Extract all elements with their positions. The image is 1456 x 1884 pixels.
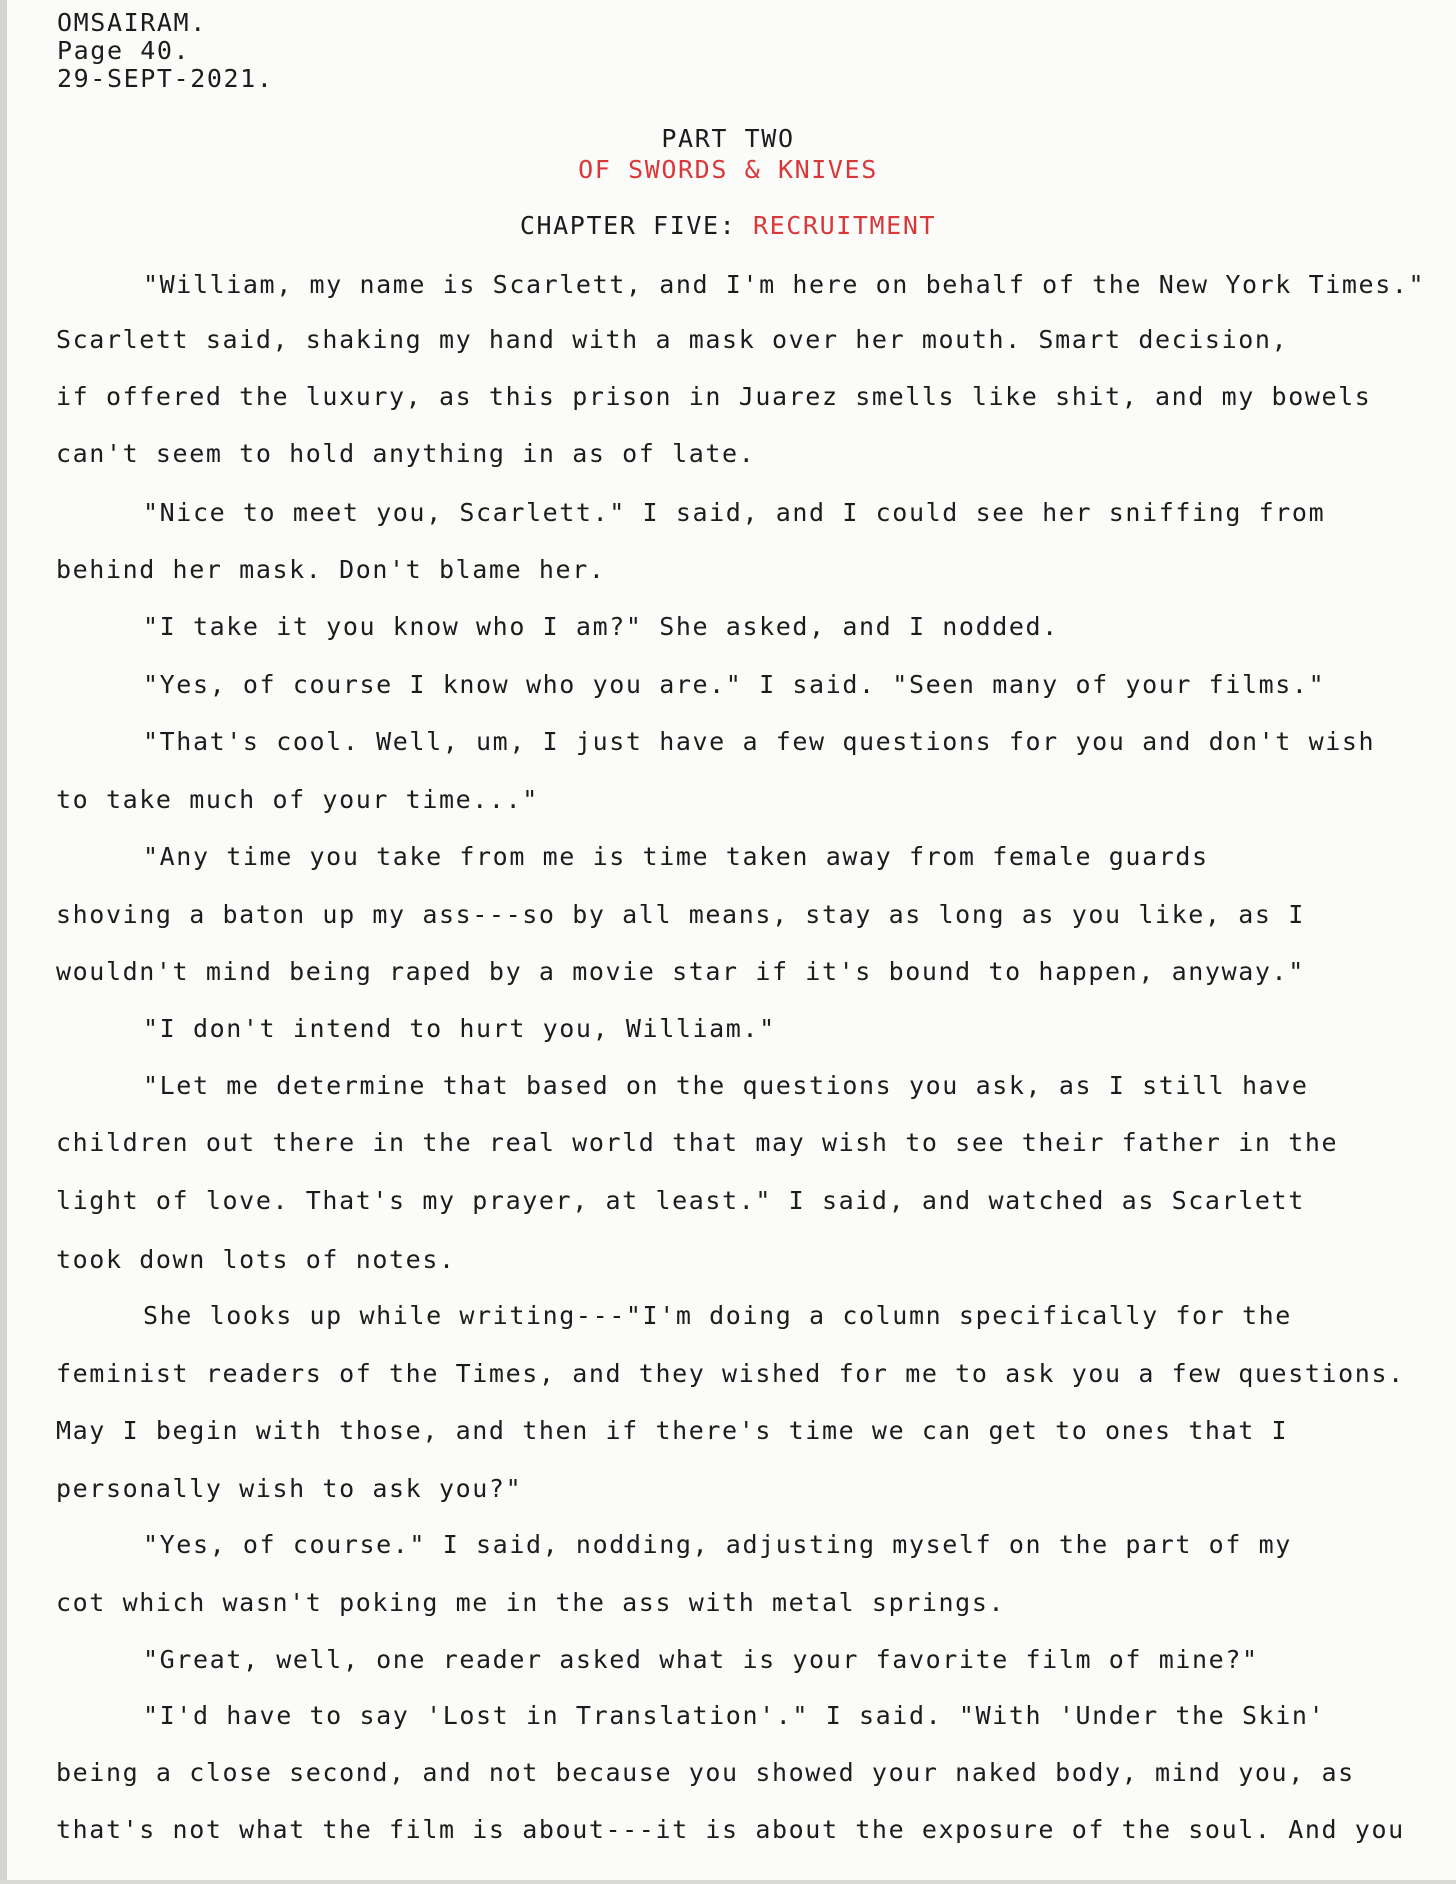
page-left-edge xyxy=(0,0,7,1884)
body-line: shoving a baton up my ass---so by all means, stay as long as you like, as I xyxy=(56,900,1305,929)
part-subtitle: OF SWORDS & KNIVES xyxy=(578,155,878,184)
body-line: being a close second, and not because you showed your naked body, mind you, as xyxy=(56,1758,1355,1787)
body-line: "William, my name is Scarlett, and I'm here on behalf of the New York Times." xyxy=(143,270,1426,299)
body-line: can't seem to hold anything in as of late. xyxy=(56,439,756,468)
chapter-number: CHAPTER FIVE: xyxy=(519,211,753,240)
body-line: "Great, well, one reader asked what is your favorite film of mine?" xyxy=(143,1645,1259,1674)
body-line: "I'd have to say 'Lost in Translation'." I said. "With 'Under the Skin' xyxy=(143,1701,1326,1730)
body-line: if offered the luxury, as this prison in Juarez smells like shit, and my bowels xyxy=(56,382,1372,411)
part-title: PART TWO xyxy=(661,124,795,153)
body-line: to take much of your time..." xyxy=(56,785,539,814)
chapter-name: RECRUITMENT xyxy=(752,211,937,240)
body-line: wouldn't mind being raped by a movie star if it's bound to happen, anyway." xyxy=(56,957,1305,986)
body-line: She looks up while writing---"I'm doing a column specifically for the xyxy=(143,1301,1292,1330)
body-line: feminist readers of the Times, and they wished for me to ask you a few questions. xyxy=(56,1359,1405,1388)
body-line: behind her mask. Don't blame her. xyxy=(56,555,606,584)
header-line-1: OMSAIRAM. xyxy=(57,8,207,37)
body-line: Scarlett said, shaking my hand with a mask over her mouth. Smart decision, xyxy=(56,325,1289,354)
body-line: "Any time you take from me is time taken away from female guards xyxy=(143,842,1209,871)
body-line: children out there in the real world that may wish to see their father in the xyxy=(56,1128,1339,1157)
body-line: "I take it you know who I am?" She asked, and I nodded. xyxy=(143,612,1059,641)
header-date: 29-SEPT-2021. xyxy=(57,64,274,93)
body-line: light of love. That's my prayer, at least." I said, and watched as Scarlett xyxy=(56,1186,1305,1215)
body-line: "I don't intend to hurt you, William." xyxy=(143,1014,776,1043)
body-line: that's not what the film is about---it is about the exposure of the soul. And you xyxy=(56,1815,1405,1844)
header-page-number: Page 40. xyxy=(57,36,191,65)
chapter-title xyxy=(0,211,1456,241)
body-line: personally wish to ask you?" xyxy=(56,1474,523,1503)
body-line: "Yes, of course I know who you are." I said. "Seen many of your films." xyxy=(143,670,1326,699)
body-line: took down lots of notes. xyxy=(56,1245,456,1274)
body-line: "That's cool. Well, um, I just have a few questions for you and don't wish xyxy=(143,727,1376,756)
body-line: "Nice to meet you, Scarlett." I said, and I could see her sniffing from xyxy=(143,498,1326,527)
body-line: "Let me determine that based on the questions you ask, as I still have xyxy=(143,1071,1309,1100)
body-line: May I begin with those, and then if there's time we can get to ones that I xyxy=(56,1416,1289,1445)
page-bottom-edge xyxy=(0,1880,1456,1884)
body-line: cot which wasn't poking me in the ass with metal springs. xyxy=(56,1588,1006,1617)
body-line: "Yes, of course." I said, nodding, adjusting myself on the part of my xyxy=(143,1530,1292,1559)
